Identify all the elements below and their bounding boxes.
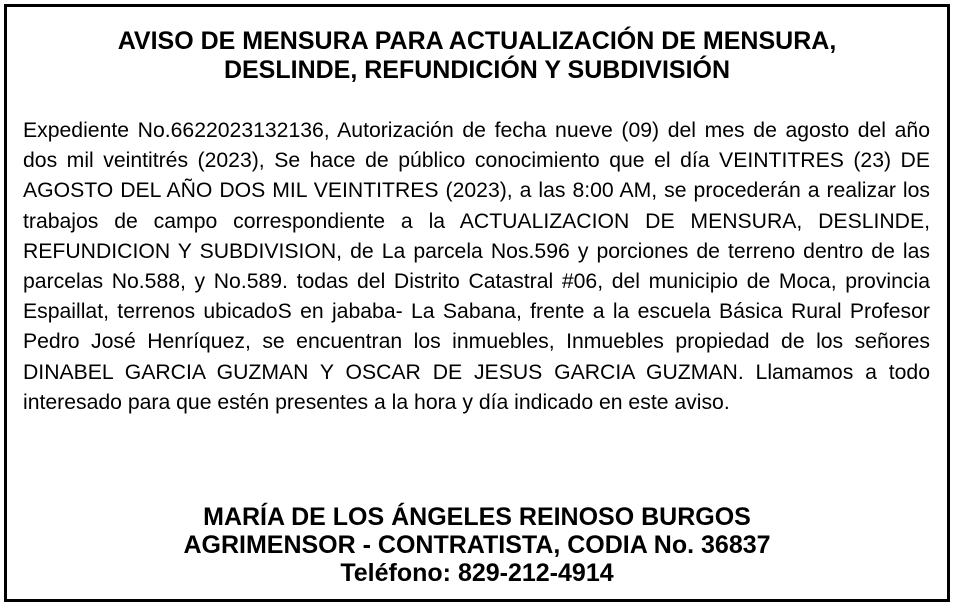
notice-title bbox=[7, 27, 947, 85]
signature-block bbox=[7, 503, 947, 587]
notice-body: Expediente No.6622023132136, Autorización de fecha nueve (09) del mes de agosto del año dos mil veintitrés (2023), Se hace de público conocimiento que el día VEINTITRES (23) DE AGOSTO DEL AÑO DOS MIL VEINTITRES (2023), a las 8:00 AM, se procederán a realizar los trabajos de campo correspondiente a la ACTUALIZACION DE MENSURA, DESLINDE, REFUNDICION Y SUBDIVISION, de La parcela Nos.596 y porciones de terreno dentro de las parcelas No.588, y No.589. todas del Distrito Catastral #06, del municipio de Moca, provincia Espaillat, terrenos ubicadoS en jababa- La Sabana, frente a la escuela Básica Rural Profesor Pedro José Henríquez, se encuentran los inmuebles, Inmuebles propiedad de los señores DINABEL GARCIA GUZMAN Y OSCAR DE JESUS GARCIA GUZMAN. Llamamos a todo interesado para que estén presentes a la hora y día indicado en este aviso. bbox=[23, 119, 930, 414]
signer-name: MARÍA DE LOS ÁNGELES REINOSO BURGOS bbox=[203, 503, 751, 531]
title-line-2: DESLINDE, REFUNDICIÓN Y SUBDIVISIÓN bbox=[223, 56, 731, 84]
title-line-1: AVISO DE MENSURA PARA ACTUALIZACIÓN DE MENSURA, bbox=[117, 27, 837, 55]
signer-title: AGRIMENSOR - CONTRATISTA, CODIA No. 36837 bbox=[183, 531, 771, 559]
notice-frame bbox=[4, 4, 950, 602]
signer-phone: Teléfono: 829-212-4914 bbox=[340, 559, 614, 587]
